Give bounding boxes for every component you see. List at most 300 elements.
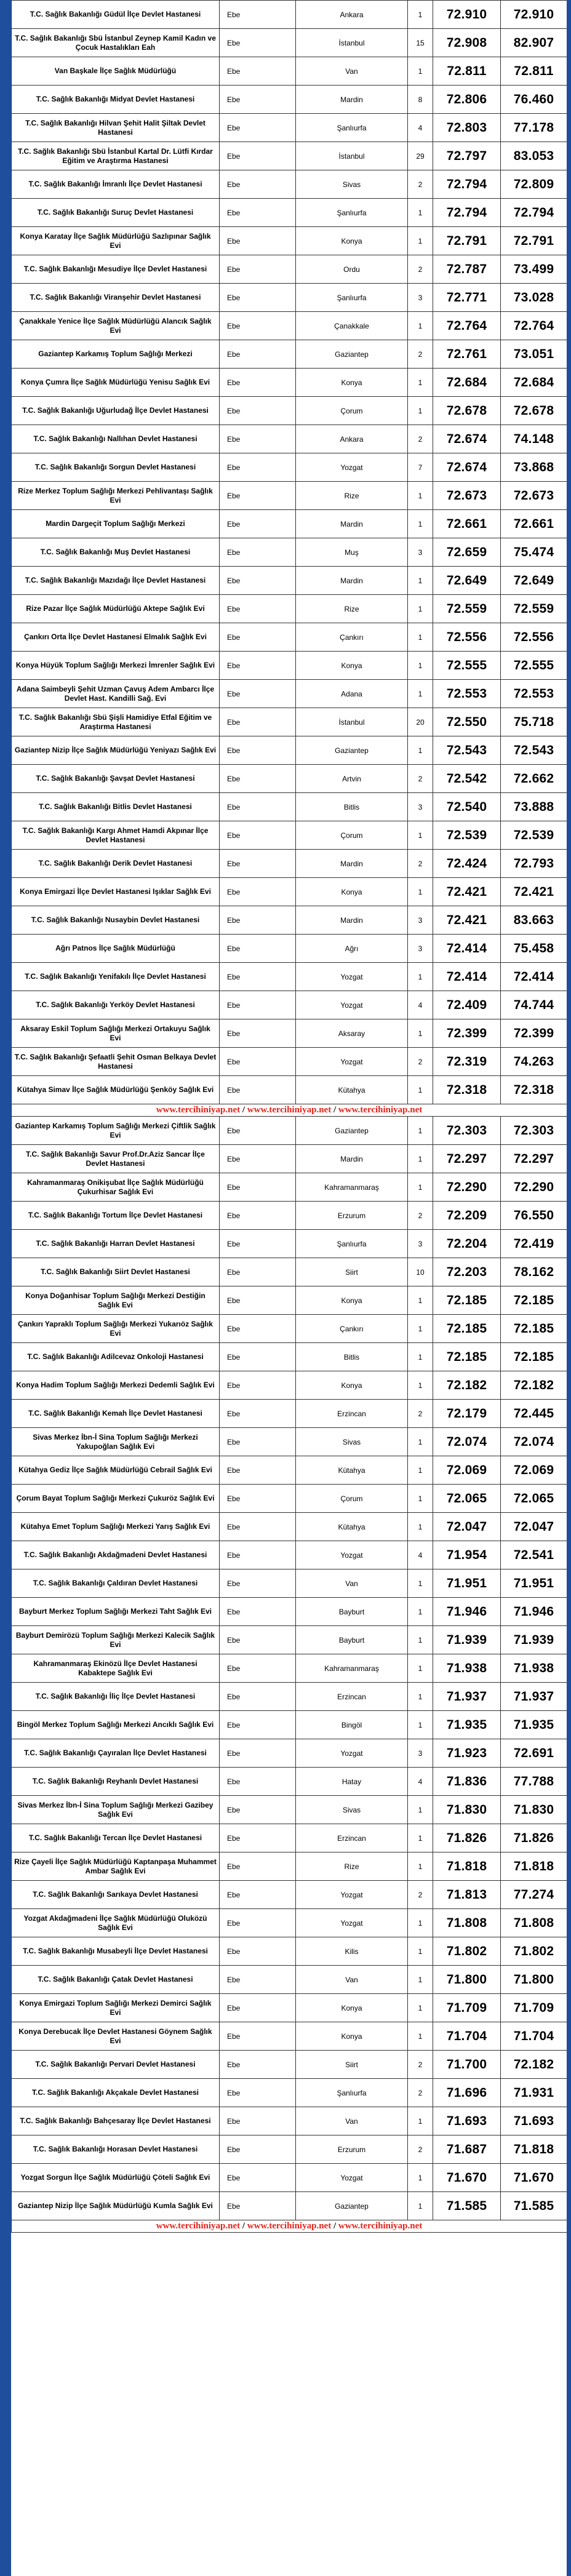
quota-cell: 1 [408, 1, 433, 29]
max-score-cell: 72.539 [501, 821, 567, 850]
quota-cell: 1 [408, 963, 433, 991]
quota-cell: 1 [408, 1343, 433, 1371]
quota-cell: 1 [408, 1513, 433, 1541]
table-row [12, 312, 567, 340]
max-score-cell: 71.585 [501, 2192, 567, 2220]
min-score-cell: 72.185 [433, 1343, 501, 1371]
institution-cell: Sivas Merkez İbn-İ Sina Toplum Sağlığı Merkezi Gazibey Sağlık Evi [12, 1796, 220, 1824]
institution-cell: Kütahya Emet Toplum Sağlığı Merkezi Yarış Sağlık Evi [12, 1513, 220, 1541]
max-score-cell: 74.263 [501, 1048, 567, 1076]
table-row [12, 765, 567, 793]
institution-cell: Çankırı Orta İlçe Devlet Hastanesi Elmalık Sağlık Evi [12, 623, 220, 652]
city-cell: Ankara [296, 425, 408, 453]
city-cell: Yozgat [296, 2164, 408, 2192]
min-score-cell: 72.806 [433, 86, 501, 114]
profession-cell: Ebe [220, 1076, 296, 1104]
min-score-cell: 72.811 [433, 57, 501, 86]
min-score-cell: 72.297 [433, 1145, 501, 1173]
profession-cell: Ebe [220, 1286, 296, 1315]
min-score-cell: 72.409 [433, 991, 501, 1019]
min-score-cell: 71.813 [433, 1881, 501, 1909]
profession-cell: Ebe [220, 1048, 296, 1076]
quota-cell: 1 [408, 397, 433, 425]
city-cell: Mardin [296, 850, 408, 878]
table-row [12, 850, 567, 878]
quota-cell: 2 [408, 1400, 433, 1428]
institution-cell: Kütahya Gediz İlçe Sağlık Müdürlüğü Cebrail Sağlık Evi [12, 1456, 220, 1485]
profession-cell: Ebe [220, 1230, 296, 1258]
min-score-cell: 72.290 [433, 1173, 501, 1202]
profession-cell: Ebe [220, 736, 296, 765]
min-score-cell: 71.954 [433, 1541, 501, 1569]
table-row [12, 821, 567, 850]
min-score-cell: 72.319 [433, 1048, 501, 1076]
max-score-cell: 72.414 [501, 963, 567, 991]
institution-cell: Konya Hüyük Toplum Sağlığı Merkezi İmrenler Sağlık Evi [12, 652, 220, 680]
table-row [12, 340, 567, 369]
profession-cell: Ebe [220, 425, 296, 453]
table-row [12, 1909, 567, 1937]
profession-cell: Ebe [220, 2079, 296, 2107]
max-score-cell: 72.691 [501, 1739, 567, 1768]
max-score-cell: 71.693 [501, 2107, 567, 2135]
institution-cell: T.C. Sağlık Bakanlığı Hilvan Şehit Halit Şiltak Devlet Hastanesi [12, 114, 220, 142]
city-cell: Konya [296, 1994, 408, 2022]
website-separator-row [12, 1104, 567, 1117]
quota-cell: 1 [408, 1076, 433, 1104]
profession-cell: Ebe [220, 538, 296, 567]
max-score-cell: 72.661 [501, 510, 567, 538]
max-score-cell: 72.185 [501, 1315, 567, 1343]
institution-cell: Sivas Merkez İbn-İ Sina Toplum Sağlığı Merkezi Yakupoğlan Sağlık Evi [12, 1428, 220, 1456]
profession-cell: Ebe [220, 2022, 296, 2051]
max-score-cell: 71.709 [501, 1994, 567, 2022]
max-score-cell: 72.673 [501, 482, 567, 510]
quota-cell: 1 [408, 1145, 433, 1173]
city-cell: Mardin [296, 906, 408, 935]
profession-cell: Ebe [220, 1881, 296, 1909]
table-row [12, 199, 567, 227]
institution-cell: T.C. Sağlık Bakanlığı Mesudiye İlçe Devlet Hastanesi [12, 255, 220, 284]
profession-cell: Ebe [220, 453, 296, 482]
institution-cell: Bingöl Merkez Toplum Sağlığı Merkezi Ancıklı Sağlık Evi [12, 1711, 220, 1739]
quota-cell: 1 [408, 1711, 433, 1739]
results-table [11, 0, 567, 2233]
min-score-cell: 72.424 [433, 850, 501, 878]
quota-cell: 1 [408, 652, 433, 680]
website-link[interactable]: www.tercihiniyap.net [247, 2221, 332, 2231]
city-cell: Mardin [296, 86, 408, 114]
institution-cell: T.C. Sağlık Bakanlığı Akçakale Devlet Hastanesi [12, 2079, 220, 2107]
max-score-cell: 71.808 [501, 1909, 567, 1937]
quota-cell: 1 [408, 2164, 433, 2192]
city-cell: Rize [296, 1852, 408, 1881]
min-score-cell: 71.818 [433, 1852, 501, 1881]
city-cell: İstanbul [296, 29, 408, 57]
table-row [12, 595, 567, 623]
city-cell: Aksaray [296, 1019, 408, 1048]
quota-cell: 7 [408, 453, 433, 482]
min-score-cell: 71.670 [433, 2164, 501, 2192]
city-cell: Sivas [296, 1428, 408, 1456]
city-cell: Şanlıurfa [296, 284, 408, 312]
min-score-cell: 71.923 [433, 1739, 501, 1768]
max-score-cell: 76.460 [501, 86, 567, 114]
quota-cell: 1 [408, 1796, 433, 1824]
max-score-cell: 72.553 [501, 680, 567, 708]
min-score-cell: 72.764 [433, 312, 501, 340]
min-score-cell: 72.542 [433, 765, 501, 793]
profession-cell: Ebe [220, 878, 296, 906]
profession-cell: Ebe [220, 2107, 296, 2135]
table-row [12, 2022, 567, 2051]
min-score-cell: 71.938 [433, 1654, 501, 1683]
table-row [12, 425, 567, 453]
quota-cell: 1 [408, 1994, 433, 2022]
separator-slash: / [331, 2221, 338, 2231]
quota-cell: 1 [408, 1117, 433, 1145]
city-cell: Erzincan [296, 1400, 408, 1428]
institution-cell: T.C. Sağlık Bakanlığı Suruç Devlet Hastanesi [12, 199, 220, 227]
institution-cell: Rize Pazar İlçe Sağlık Müdürlüğü Aktepe Sağlık Evi [12, 595, 220, 623]
table-row [12, 2051, 567, 2079]
max-score-cell: 72.069 [501, 1456, 567, 1485]
city-cell: Ağrı [296, 935, 408, 963]
profession-cell: Ebe [220, 1569, 296, 1598]
profession-cell: Ebe [220, 850, 296, 878]
max-score-cell: 72.809 [501, 170, 567, 199]
left-blue-border [0, 0, 11, 2576]
min-score-cell: 72.303 [433, 1117, 501, 1145]
profession-cell: Ebe [220, 482, 296, 510]
min-score-cell: 71.709 [433, 1994, 501, 2022]
city-cell: Ordu [296, 255, 408, 284]
max-score-cell: 72.185 [501, 1343, 567, 1371]
city-cell: Bingöl [296, 1711, 408, 1739]
city-cell: Rize [296, 482, 408, 510]
quota-cell: 3 [408, 793, 433, 821]
quota-cell: 15 [408, 29, 433, 57]
min-score-cell: 71.696 [433, 2079, 501, 2107]
max-score-cell: 78.162 [501, 1258, 567, 1286]
max-score-cell: 71.826 [501, 1824, 567, 1852]
quota-cell: 1 [408, 878, 433, 906]
city-cell: Yozgat [296, 1909, 408, 1937]
max-score-cell: 75.718 [501, 708, 567, 736]
website-link[interactable]: www.tercihiniyap.net [338, 2221, 423, 2231]
max-score-cell: 76.550 [501, 1202, 567, 1230]
profession-cell: Ebe [220, 1796, 296, 1824]
table-row [12, 114, 567, 142]
city-cell: Kahramanmaraş [296, 1173, 408, 1202]
city-cell: Van [296, 57, 408, 86]
quota-cell: 3 [408, 1230, 433, 1258]
max-score-cell: 77.274 [501, 1881, 567, 1909]
institution-cell: T.C. Sağlık Bakanlığı Pervari Devlet Hastanesi [12, 2051, 220, 2079]
city-cell: Konya [296, 652, 408, 680]
quota-cell: 1 [408, 57, 433, 86]
min-score-cell: 72.556 [433, 623, 501, 652]
min-score-cell: 72.550 [433, 708, 501, 736]
profession-cell: Ebe [220, 906, 296, 935]
profession-cell: Ebe [220, 765, 296, 793]
max-score-cell: 71.818 [501, 1852, 567, 1881]
min-score-cell: 72.684 [433, 369, 501, 397]
quota-cell: 1 [408, 1485, 433, 1513]
table-row [12, 1400, 567, 1428]
quota-cell: 2 [408, 2051, 433, 2079]
min-score-cell: 71.585 [433, 2192, 501, 2220]
city-cell: Rize [296, 595, 408, 623]
profession-cell: Ebe [220, 2164, 296, 2192]
max-score-cell: 71.938 [501, 1654, 567, 1683]
website-link[interactable]: www.tercihiniyap.net [156, 2221, 241, 2231]
website-link[interactable]: www.tercihiniyap.net [156, 1105, 241, 1115]
max-score-cell: 71.802 [501, 1937, 567, 1966]
institution-cell: Mardin Dargeçit Toplum Sağlığı Merkezi [12, 510, 220, 538]
institution-cell: T.C. Sağlık Bakanlığı Musabeyli İlçe Devlet Hastanesi [12, 1937, 220, 1966]
max-score-cell: 72.303 [501, 1117, 567, 1145]
institution-cell: Van Başkale İlçe Sağlık Müdürlüğü [12, 57, 220, 86]
institution-cell: Gaziantep Nizip İlçe Sağlık Müdürlüğü Kumla Sağlık Evi [12, 2192, 220, 2220]
min-score-cell: 72.421 [433, 906, 501, 935]
quota-cell: 1 [408, 1654, 433, 1683]
institution-cell: Rize Çayeli İlçe Sağlık Müdürlüğü Kaptanpaşa Muhammet Ambar Sağlık Evi [12, 1852, 220, 1881]
max-score-cell: 73.868 [501, 453, 567, 482]
profession-cell: Ebe [220, 1852, 296, 1881]
profession-cell: Ebe [220, 1994, 296, 2022]
table-row [12, 1881, 567, 1909]
max-score-cell: 72.649 [501, 567, 567, 595]
city-cell: Konya [296, 1286, 408, 1315]
min-score-cell: 72.553 [433, 680, 501, 708]
table-row [12, 1230, 567, 1258]
table-row [12, 793, 567, 821]
profession-cell: Ebe [220, 935, 296, 963]
institution-cell: Gaziantep Nizip İlçe Sağlık Müdürlüğü Yeniyazı Sağlık Evi [12, 736, 220, 765]
profession-cell: Ebe [220, 793, 296, 821]
institution-cell: T.C. Sağlık Bakanlığı İliç İlçe Devlet Hastanesi [12, 1683, 220, 1711]
max-score-cell: 73.499 [501, 255, 567, 284]
institution-cell: Konya Emirgazi Toplum Sağlığı Merkezi Demirci Sağlık Evi [12, 1994, 220, 2022]
profession-cell: Ebe [220, 567, 296, 595]
max-score-cell: 72.297 [501, 1145, 567, 1173]
table-row [12, 255, 567, 284]
profession-cell: Ebe [220, 652, 296, 680]
institution-cell: Çankırı Yapraklı Toplum Sağlığı Merkezi Yukarıöz Sağlık Evi [12, 1315, 220, 1343]
profession-cell: Ebe [220, 1258, 296, 1286]
table-row [12, 1711, 567, 1739]
table-row [12, 1569, 567, 1598]
table-row [12, 1343, 567, 1371]
city-cell: Van [296, 1966, 408, 1994]
table-row [12, 1937, 567, 1966]
min-score-cell: 71.935 [433, 1711, 501, 1739]
city-cell: Yozgat [296, 1541, 408, 1569]
city-cell: Konya [296, 2022, 408, 2051]
website-link[interactable]: www.tercihiniyap.net [247, 1105, 332, 1115]
max-score-cell: 72.182 [501, 2051, 567, 2079]
city-cell: Şanlıurfa [296, 199, 408, 227]
max-score-cell: 71.951 [501, 1569, 567, 1598]
website-link[interactable]: www.tercihiniyap.net [338, 1105, 423, 1115]
table-row [12, 1315, 567, 1343]
quota-cell: 3 [408, 906, 433, 935]
profession-cell: Ebe [220, 340, 296, 369]
city-cell: Çanakkale [296, 312, 408, 340]
city-cell: İstanbul [296, 142, 408, 170]
institution-cell: Konya Karatay İlçe Sağlık Müdürlüğü Sazlıpınar Sağlık Evi [12, 227, 220, 255]
table-row [12, 453, 567, 482]
results-table-body [12, 1, 567, 2233]
profession-cell: Ebe [220, 963, 296, 991]
table-row [12, 284, 567, 312]
profession-cell: Ebe [220, 1202, 296, 1230]
profession-cell: Ebe [220, 1626, 296, 1654]
min-score-cell: 71.946 [433, 1598, 501, 1626]
table-row [12, 1654, 567, 1683]
max-score-cell: 71.670 [501, 2164, 567, 2192]
table-row [12, 623, 567, 652]
min-score-cell: 71.939 [433, 1626, 501, 1654]
institution-cell: T.C. Sağlık Bakanlığı Çaldıran Devlet Hastanesi [12, 1569, 220, 1598]
max-score-cell: 75.458 [501, 935, 567, 963]
city-cell: Kilis [296, 1937, 408, 1966]
max-score-cell: 72.794 [501, 199, 567, 227]
institution-cell: T.C. Sağlık Bakanlığı Nusaybin Devlet Hastanesi [12, 906, 220, 935]
min-score-cell: 72.179 [433, 1400, 501, 1428]
institution-cell: T.C. Sağlık Bakanlığı Kemah İlçe Devlet Hastanesi [12, 1400, 220, 1428]
max-score-cell: 71.704 [501, 2022, 567, 2051]
institution-cell: T.C. Sağlık Bakanlığı Reyhanlı Devlet Hastanesi [12, 1768, 220, 1796]
institution-cell: Gaziantep Karkamış Toplum Sağlığı Merkezi Çiftlik Sağlık Evi [12, 1117, 220, 1145]
min-score-cell: 72.910 [433, 1, 501, 29]
quota-cell: 1 [408, 312, 433, 340]
max-score-cell: 72.678 [501, 397, 567, 425]
table-row [12, 652, 567, 680]
quota-cell: 1 [408, 1824, 433, 1852]
quota-cell: 1 [408, 1626, 433, 1654]
city-cell: Konya [296, 878, 408, 906]
profession-cell: Ebe [220, 1485, 296, 1513]
quota-cell: 1 [408, 1286, 433, 1315]
profession-cell: Ebe [220, 1768, 296, 1796]
profession-cell: Ebe [220, 1541, 296, 1569]
min-score-cell: 72.069 [433, 1456, 501, 1485]
quota-cell: 1 [408, 482, 433, 510]
institution-cell: Ağrı Patnos İlçe Sağlık Müdürlüğü [12, 935, 220, 963]
table-row [12, 170, 567, 199]
quota-cell: 1 [408, 1852, 433, 1881]
min-score-cell: 72.182 [433, 1371, 501, 1400]
max-score-cell: 72.662 [501, 765, 567, 793]
city-cell: Yozgat [296, 1739, 408, 1768]
city-cell: Yozgat [296, 453, 408, 482]
institution-cell: T.C. Sağlık Bakanlığı Muş Devlet Hastanesi [12, 538, 220, 567]
max-score-cell: 72.684 [501, 369, 567, 397]
max-score-cell: 72.445 [501, 1400, 567, 1428]
institution-cell: T.C. Sağlık Bakanlığı Sbü İstanbul Kartal Dr. Lütfi Kırdar Eğitim ve Araştırma Hastanesi [12, 142, 220, 170]
max-score-cell: 72.399 [501, 1019, 567, 1048]
max-score-cell: 77.178 [501, 114, 567, 142]
quota-cell: 10 [408, 1258, 433, 1286]
quota-cell: 1 [408, 1909, 433, 1937]
max-score-cell: 71.830 [501, 1796, 567, 1824]
min-score-cell: 72.678 [433, 397, 501, 425]
table-row [12, 86, 567, 114]
city-cell: Siirt [296, 2051, 408, 2079]
institution-cell: T.C. Sağlık Bakanlığı Harran Devlet Hastanesi [12, 1230, 220, 1258]
table-row [12, 227, 567, 255]
table-row [12, 1852, 567, 1881]
profession-cell: Ebe [220, 1315, 296, 1343]
table-row [12, 2192, 567, 2220]
quota-cell: 1 [408, 227, 433, 255]
profession-cell: Ebe [220, 1428, 296, 1456]
city-cell: Kütahya [296, 1076, 408, 1104]
separator-slash: / [331, 1105, 338, 1115]
profession-cell: Ebe [220, 1456, 296, 1485]
city-cell: Sivas [296, 170, 408, 199]
max-score-cell: 83.663 [501, 906, 567, 935]
max-score-cell: 73.888 [501, 793, 567, 821]
max-score-cell: 72.074 [501, 1428, 567, 1456]
min-score-cell: 72.421 [433, 878, 501, 906]
table-row [12, 1626, 567, 1654]
min-score-cell: 72.318 [433, 1076, 501, 1104]
quota-cell: 2 [408, 2079, 433, 2107]
table-row [12, 1994, 567, 2022]
city-cell: Gaziantep [296, 340, 408, 369]
quota-cell: 1 [408, 510, 433, 538]
table-row [12, 1456, 567, 1485]
table-row [12, 1683, 567, 1711]
max-score-cell: 72.182 [501, 1371, 567, 1400]
table-row [12, 878, 567, 906]
quota-cell: 1 [408, 2192, 433, 2220]
table-row [12, 1076, 567, 1104]
city-cell: Gaziantep [296, 736, 408, 765]
table-row [12, 538, 567, 567]
profession-cell: Ebe [220, 595, 296, 623]
max-score-cell: 75.474 [501, 538, 567, 567]
min-score-cell: 71.800 [433, 1966, 501, 1994]
profession-cell: Ebe [220, 1739, 296, 1768]
profession-cell: Ebe [220, 708, 296, 736]
institution-cell: Yozgat Sorgun İlçe Sağlık Müdürlüğü Çöteli Sağlık Evi [12, 2164, 220, 2192]
separator-slash: / [240, 1105, 247, 1115]
min-score-cell: 72.074 [433, 1428, 501, 1456]
quota-cell: 1 [408, 1456, 433, 1485]
table-row [12, 2107, 567, 2135]
profession-cell: Ebe [220, 1145, 296, 1173]
quota-cell: 29 [408, 142, 433, 170]
min-score-cell: 71.704 [433, 2022, 501, 2051]
city-cell: Van [296, 2107, 408, 2135]
table-row [12, 1048, 567, 1076]
table-row [12, 1371, 567, 1400]
city-cell: Çankırı [296, 1315, 408, 1343]
quota-cell: 1 [408, 199, 433, 227]
min-score-cell: 72.414 [433, 963, 501, 991]
quota-cell: 2 [408, 2135, 433, 2164]
max-score-cell: 72.065 [501, 1485, 567, 1513]
quota-cell: 4 [408, 991, 433, 1019]
table-row [12, 1541, 567, 1569]
profession-cell: Ebe [220, 1654, 296, 1683]
institution-cell: Kahramanmaraş Onikişubat İlçe Sağlık Müdürlüğü Çukurhisar Sağlık Evi [12, 1173, 220, 1202]
city-cell: Konya [296, 227, 408, 255]
